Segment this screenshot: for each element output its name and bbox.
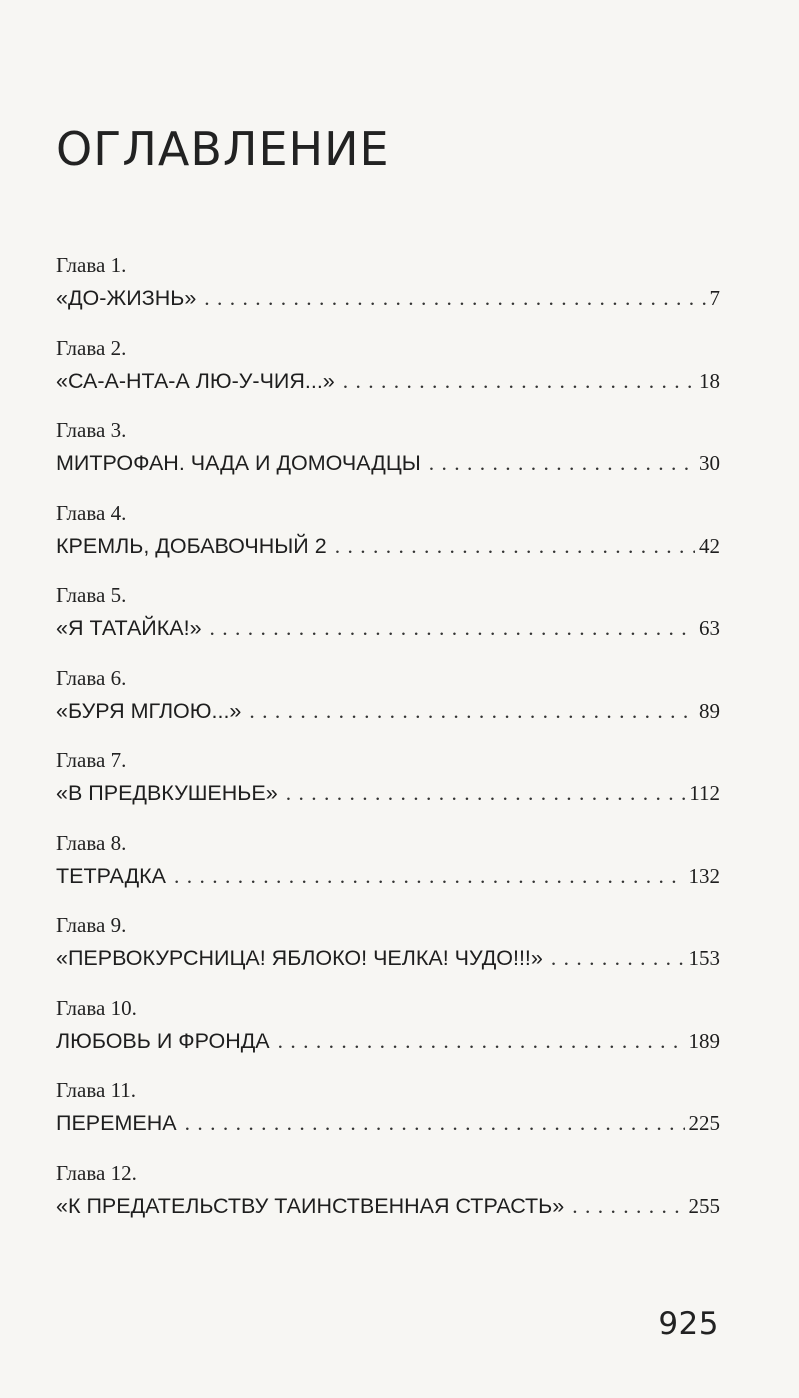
chapter-title: МИТРОФАН. ЧАДА И ДОМОЧАДЦЫ	[56, 451, 421, 475]
chapter-page-number: 30	[699, 451, 720, 475]
dot-leader	[429, 447, 695, 479]
chapter-line	[56, 530, 720, 562]
toc-entry	[56, 1160, 720, 1243]
dot-leader	[210, 612, 695, 644]
chapter-title: «К ПРЕДАТЕЛЬСТВУ ТАИНСТВЕННАЯ СТРАСТЬ»	[56, 1193, 565, 1218]
dot-leader	[335, 530, 695, 562]
chapter-line	[56, 365, 720, 397]
chapter-line	[56, 860, 720, 892]
chapter-page-number: 153	[688, 946, 720, 970]
chapter-line	[56, 695, 720, 727]
dot-leader	[551, 942, 685, 974]
chapter-line	[56, 1190, 720, 1222]
chapter-number: Глава 9.	[56, 913, 127, 937]
toc-entry	[56, 912, 720, 995]
dot-leader	[185, 1107, 685, 1139]
toc-entry	[56, 417, 720, 500]
toc-entry	[56, 252, 720, 335]
toc-entry	[56, 830, 720, 913]
chapter-title: «В ПРЕДВКУШЕНЬЕ»	[56, 781, 278, 805]
chapter-number: Глава 1.	[56, 253, 127, 277]
chapter-line	[56, 612, 720, 644]
toc-entry	[56, 665, 720, 748]
chapter-page-number: 112	[689, 781, 720, 805]
dot-leader	[174, 860, 685, 892]
toc-entry	[56, 995, 720, 1078]
chapter-line	[56, 942, 720, 974]
chapter-title: ПЕРЕМЕНА	[56, 1111, 177, 1135]
chapter-number: Глава 6.	[56, 665, 127, 690]
chapter-title: ЛЮБОВЬ И ФРОНДА	[56, 1028, 270, 1053]
chapter-page-number: 189	[688, 1028, 720, 1053]
dot-leader	[249, 695, 695, 727]
chapter-number: Глава 8.	[56, 830, 127, 855]
chapter-number: Глава 4.	[56, 500, 127, 525]
dot-leader	[286, 777, 686, 809]
chapter-page-number: 63	[699, 616, 720, 640]
chapter-line	[56, 447, 720, 479]
toc-entry	[56, 747, 720, 830]
toc-entry	[56, 335, 720, 418]
chapter-line	[56, 282, 720, 314]
chapter-number: Глава 2.	[56, 335, 127, 360]
chapter-title: «ДО-ЖИЗНЬ»	[56, 286, 197, 310]
chapter-number: Глава 5.	[56, 583, 127, 607]
chapter-title: КРЕМЛЬ, ДОБАВОЧНЫЙ 2	[56, 533, 327, 558]
chapter-page-number: 132	[688, 863, 720, 888]
chapter-line	[56, 1107, 720, 1139]
chapter-title: «БУРЯ МГЛОЮ...»	[56, 698, 242, 723]
chapter-number: Глава 3.	[56, 418, 127, 442]
dot-leader	[204, 282, 705, 314]
chapter-title: ТЕТРАДКА	[56, 863, 166, 888]
chapter-title: «ПЕРВОКУРСНИЦА! ЯБЛОКО! ЧЕЛКА! ЧУДО!!!»	[56, 946, 543, 970]
page-number: 925	[658, 1306, 719, 1342]
page-title: ОГЛАВЛЕНИЕ	[56, 122, 390, 176]
chapter-title: «СА-А-НТА-А ЛЮ-У-ЧИЯ...»	[56, 368, 335, 393]
dot-leader	[343, 365, 695, 397]
chapter-page-number: 42	[699, 533, 720, 558]
dot-leader	[572, 1190, 684, 1222]
chapter-page-number: 7	[709, 286, 720, 310]
chapter-number: Глава 7.	[56, 748, 127, 772]
chapter-number: Глава 10.	[56, 995, 137, 1020]
chapter-page-number: 255	[688, 1193, 720, 1218]
chapter-line	[56, 777, 720, 809]
chapter-page-number: 225	[688, 1111, 720, 1135]
toc-entry	[56, 1077, 720, 1160]
toc-entry	[56, 582, 720, 665]
chapter-number: Глава 12.	[56, 1160, 137, 1185]
chapter-page-number: 89	[699, 698, 720, 723]
chapter-number: Глава 11.	[56, 1078, 137, 1102]
dot-leader	[278, 1025, 685, 1057]
chapter-line	[56, 1025, 720, 1057]
chapter-page-number: 18	[699, 368, 720, 393]
chapter-title: «Я ТАТАЙКА!»	[56, 616, 202, 640]
toc-entry	[56, 500, 720, 583]
table-of-contents	[56, 252, 720, 1242]
